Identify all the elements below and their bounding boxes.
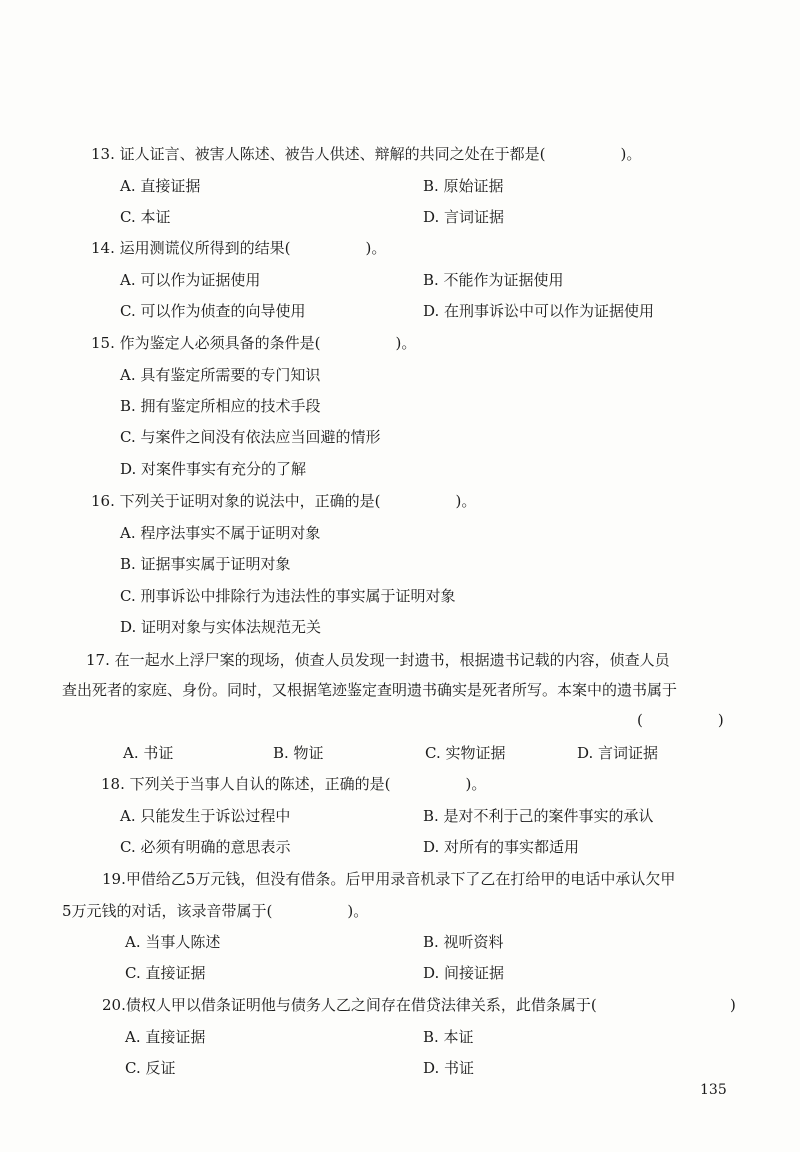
question-14 [0, 233, 800, 263]
question-text: 14. 运用测谎仪所得到的结果( )。 [91, 239, 387, 257]
option-a: A. 直接证据 [120, 177, 201, 195]
option-c: C. 直接证据 [125, 964, 206, 982]
option-b: B. 不能作为证据使用 [423, 271, 564, 289]
option-b: B. 拥有鉴定所相应的技术手段 [120, 397, 321, 415]
option-d: D. 对案件事实有充分的了解 [120, 460, 307, 478]
option-c: C. 刑事诉讼中排除行为违法性的事实属于证明对象 [120, 587, 456, 605]
question-15 [0, 328, 800, 358]
question-text: 19.甲借给乙5万元钱，但没有借条。后甲用录音机录下了乙在打给甲的电话中承认欠甲 [102, 870, 676, 888]
option-row [0, 454, 800, 484]
question-text: 20.债权人甲以借条证明他与债务人乙之间存在借贷法律关系，此借条属于( [102, 996, 597, 1014]
question-text: 17. 在一起水上浮尸案的现场，侦查人员发现一封遗书，根据遗书记载的内容，侦查人员 [86, 651, 670, 669]
option-a: A. 直接证据 [125, 1028, 206, 1046]
option-d: D. 言词证据 [423, 208, 505, 226]
question-18 [0, 769, 800, 799]
options-row [0, 958, 800, 988]
question-text: 18. 下列关于当事人自认的陈述，正确的是( )。 [101, 775, 487, 793]
option-row [0, 422, 800, 452]
option-b: B. 是对不利于己的案件事实的承认 [423, 807, 654, 825]
option-c: C. 可以作为侦查的向导使用 [120, 302, 306, 320]
question-text: 16. 下列关于证明对象的说法中，正确的是( )。 [91, 492, 477, 510]
options-row [0, 832, 800, 862]
option-c: C. 与案件之间没有依法应当回避的情形 [120, 428, 381, 446]
options-row [0, 801, 800, 831]
option-row [0, 360, 800, 390]
option-row [0, 391, 800, 421]
option-d: D. 书证 [423, 1059, 475, 1077]
option-a: A. 具有鉴定所需要的专门知识 [120, 366, 321, 384]
option-c: C. 实物证据 [425, 744, 506, 762]
question-20 [0, 990, 800, 1020]
option-b: B. 物证 [273, 744, 324, 762]
options-row [0, 1053, 800, 1083]
options-row [0, 927, 800, 957]
options-row [0, 265, 800, 295]
page-number: 135 [700, 1082, 727, 1098]
question-17 [0, 645, 800, 675]
option-a: A. 程序法事实不属于证明对象 [120, 524, 321, 542]
answer-paren-close: ) [730, 996, 736, 1014]
option-c: C. 本证 [120, 208, 171, 226]
options-row [0, 738, 800, 768]
question-19 [0, 864, 800, 894]
option-b: B. 证据事实属于证明对象 [120, 555, 291, 573]
options-row [0, 296, 800, 326]
question-text-continued: 查出死者的家庭、身份。同时，又根据笔迹鉴定查明遗书确实是死者所写。本案中的遗书属于 [62, 681, 678, 699]
option-a: A. 可以作为证据使用 [120, 271, 261, 289]
question-13 [0, 139, 800, 169]
option-d: D. 在刑事诉讼中可以作为证据使用 [423, 302, 655, 320]
option-row [0, 612, 800, 642]
option-a: A. 当事人陈述 [125, 933, 221, 951]
option-d: D. 证明对象与实体法规范无关 [120, 618, 322, 636]
option-d: D. 言词证据 [577, 744, 659, 762]
option-row [0, 518, 800, 548]
option-a: A. 只能发生于诉讼过程中 [120, 807, 291, 825]
option-d: D. 间接证据 [423, 964, 505, 982]
option-row [0, 581, 800, 611]
option-c: C. 必须有明确的意思表示 [120, 838, 291, 856]
option-a: A. 书证 [123, 744, 174, 762]
options-row [0, 202, 800, 232]
question-text-continued: 5万元钱的对话，该录音带属于( )。 [62, 902, 369, 920]
option-b: B. 本证 [423, 1028, 474, 1046]
option-b: B. 原始证据 [423, 177, 504, 195]
option-c: C. 反证 [125, 1059, 176, 1077]
question-text: 15. 作为鉴定人必须具备的条件是( )。 [91, 334, 417, 352]
options-row [0, 171, 800, 201]
answer-blank: ( ) [637, 711, 724, 729]
question-16 [0, 486, 800, 516]
question-text: 13. 证人证言、被害人陈述、被告人供述、辩解的共同之处在于都是( )。 [91, 145, 642, 163]
option-row [0, 549, 800, 579]
option-d: D. 对所有的事实都适用 [423, 838, 580, 856]
options-row [0, 1022, 800, 1052]
option-b: B. 视听资料 [423, 933, 504, 951]
